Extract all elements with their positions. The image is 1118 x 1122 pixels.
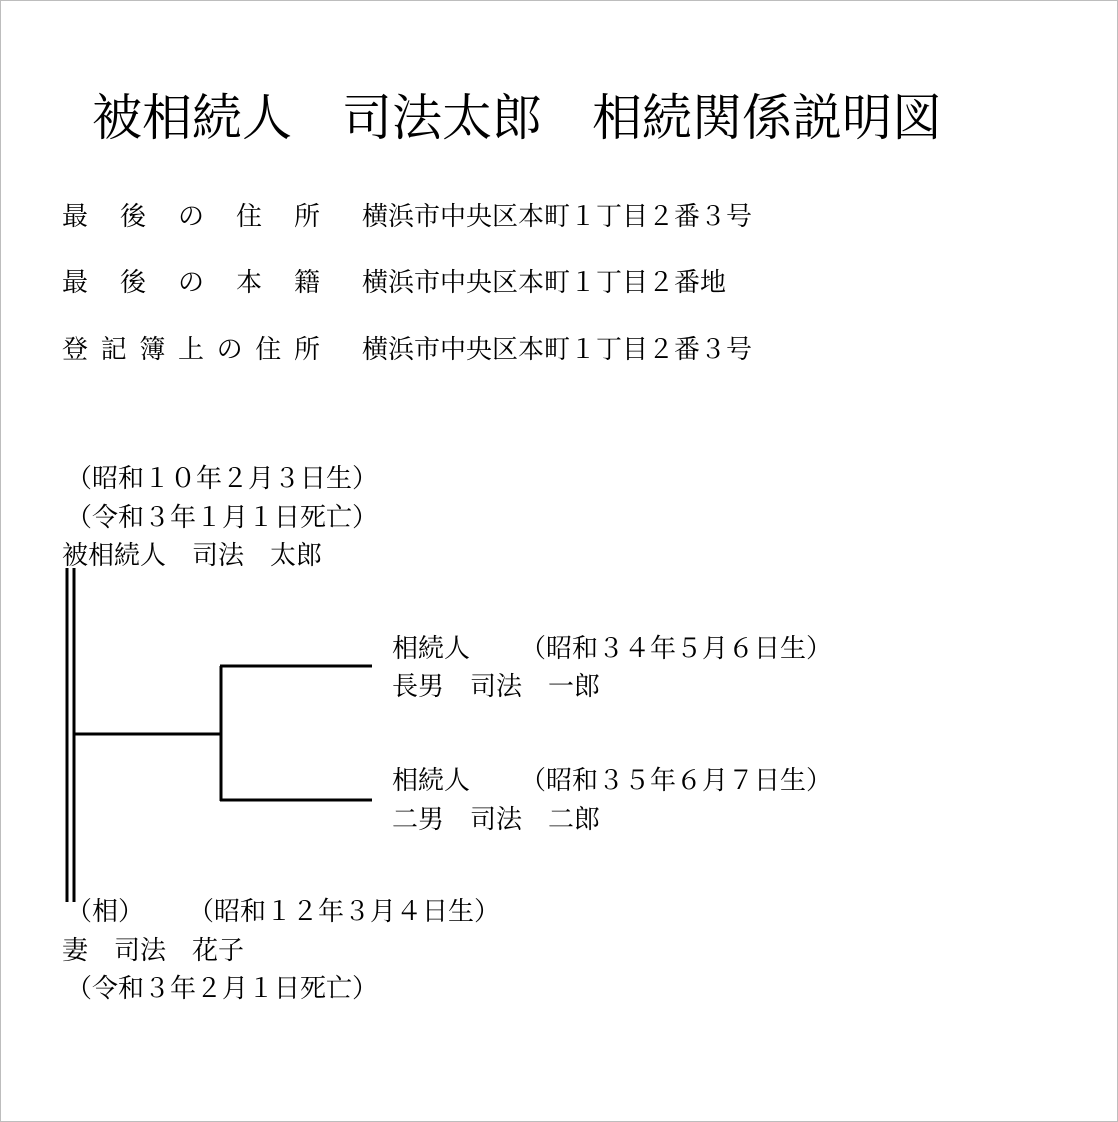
- label-char: 住: [235, 202, 262, 232]
- label-char: 登: [62, 335, 89, 365]
- decedent-death: （令和３年１月１日死亡）: [66, 503, 379, 533]
- spouse-death: （令和３年２月１日死亡）: [66, 974, 379, 1004]
- label-char: 最: [62, 268, 89, 298]
- label-char: 籍: [293, 268, 320, 298]
- child-2-birth: （昭和３５年６月７日生）: [520, 766, 833, 796]
- label-char: 最: [62, 202, 89, 232]
- child-1-birth: （昭和３４年５月６日生）: [520, 634, 833, 664]
- label-char: 住: [255, 335, 282, 365]
- child-1-name: 長男 司法 一郎: [392, 672, 601, 702]
- child-2-name: 二男 司法 二郎: [392, 805, 601, 835]
- spouse-name: 妻 司法 花子: [62, 936, 245, 966]
- last-domicile-value: 横浜市中央区本町１丁目２番地: [362, 268, 727, 298]
- label-char: の: [216, 335, 243, 365]
- child-1-role: 相続人: [392, 634, 471, 664]
- label-char: 本: [235, 268, 262, 298]
- decedent-name: 被相続人 司法 太郎: [62, 541, 323, 571]
- label-char: 簿: [139, 335, 166, 365]
- label-char: の: [177, 268, 204, 298]
- label-char: 上: [177, 335, 204, 365]
- spouse-mark: （相）: [66, 897, 145, 927]
- page-title: 被相続人 司法太郎 相続関係説明図: [92, 89, 942, 147]
- label-char: 後: [119, 202, 146, 232]
- label-char: 所: [293, 202, 320, 232]
- registry-address-value: 横浜市中央区本町１丁目２番３号: [362, 335, 753, 365]
- label-char: の: [177, 202, 204, 232]
- label-char: 記: [100, 335, 127, 365]
- last-address-value: 横浜市中央区本町１丁目２番３号: [362, 202, 753, 232]
- spouse-birth: （昭和１２年３月４日生）: [188, 897, 501, 927]
- label-char: 後: [119, 268, 146, 298]
- child-2-role: 相続人: [392, 766, 471, 796]
- label-char: 所: [293, 335, 320, 365]
- decedent-birth: （昭和１０年２月３日生）: [66, 464, 379, 494]
